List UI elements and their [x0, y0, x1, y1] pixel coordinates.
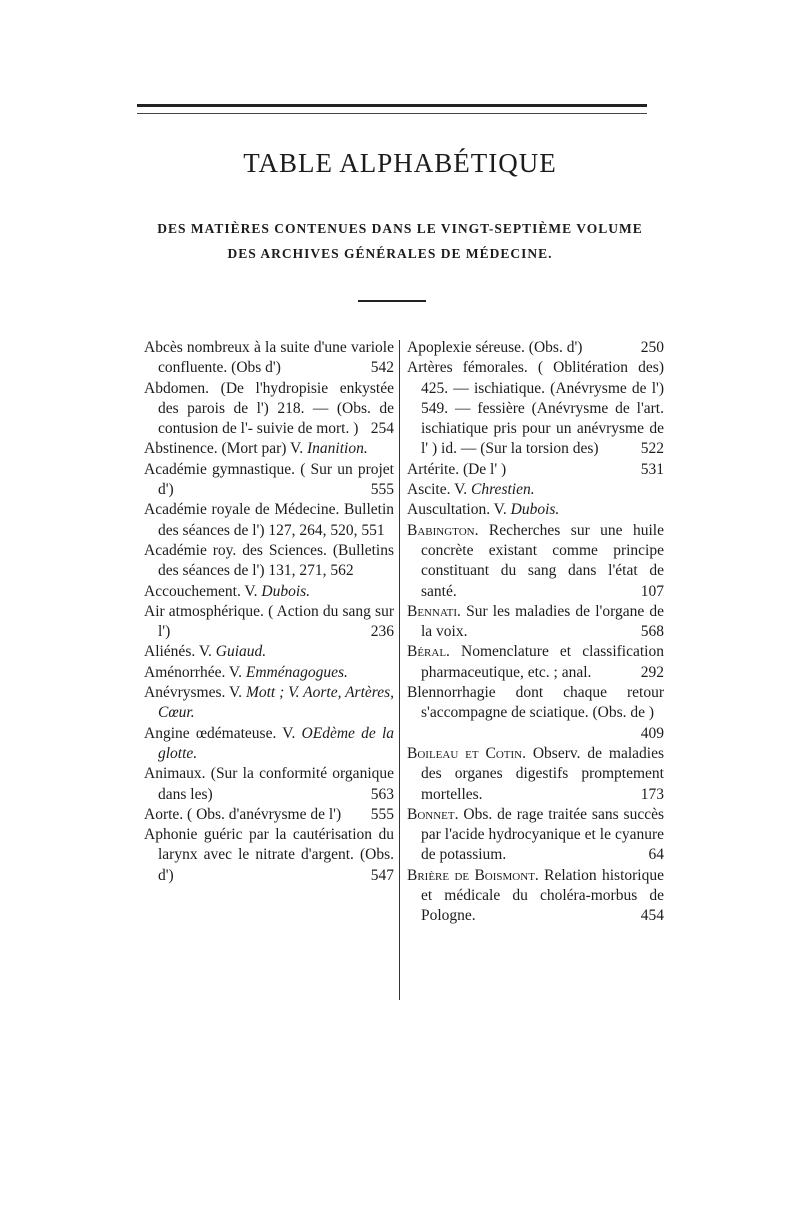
index-entry [407, 338, 664, 358]
entry-reference: Mott ; V. Aorte, Artères, Cœur. [158, 684, 394, 722]
entry-author: Babington. [407, 521, 479, 539]
index-entry [407, 500, 664, 520]
entry-page-number: 454 [640, 907, 664, 925]
entry-text: Académie roy. des Sciences. (Bulletins des séances de l') 131, 271, 562 [144, 541, 394, 580]
index-entry [407, 602, 664, 643]
index-entry [144, 582, 394, 602]
entry-author: Béral. [407, 643, 450, 661]
entry-reference: Chrestien. [471, 481, 535, 499]
entry-text: Air atmosphérique. ( Action du sang sur l') [144, 602, 394, 641]
entry-author: Brière de Boismont. [407, 866, 539, 884]
entry-author: Bennati. [407, 602, 461, 620]
column-divider [399, 340, 400, 1000]
entry-text: Aménorrhée. V. [144, 663, 246, 681]
entry-page-number: 292 [640, 663, 664, 681]
index-entry [144, 379, 394, 440]
entry-page-number: 409 [640, 724, 664, 742]
entry-text: Accouchement. V. [144, 582, 262, 600]
index-entry [144, 460, 394, 501]
entry-text: Angine œdémateuse. V. [144, 724, 302, 742]
entry-page-number: 250 [640, 339, 664, 356]
entry-text: Abdomen. (De l'hydropisie enkystée des parois de l') 218. — (Obs. de contusion de l'- suivie de mort. ) [144, 379, 394, 438]
index-entry [144, 500, 394, 541]
entry-reference: Emménagogues. [245, 663, 348, 681]
entry-page-number: 107 [640, 582, 664, 600]
header-rule [137, 104, 647, 114]
entry-text: Blennorrhagie dont chaque retour s'accompagne de sciatique. (Obs. de ) [407, 684, 664, 722]
index-entry [144, 825, 394, 886]
separator-dash [358, 300, 426, 302]
entry-text: Artérite. (De l' ) [407, 460, 507, 478]
entry-reference: Inanition. [307, 440, 368, 458]
index-column-left [144, 338, 394, 886]
index-entry [407, 805, 664, 866]
index-entry [144, 805, 394, 825]
index-column-right [407, 338, 664, 927]
entry-text: Académie royale de Médecine. Bulletin des séances de l') 127, 264, 520, 551 [144, 501, 394, 539]
entry-text: Anévrysmes. V. [144, 684, 246, 702]
entry-text: Abcès nombreux à la suite d'une variole confluente. (Obs d') [144, 339, 394, 377]
entry-reference: Dubois. [261, 582, 311, 600]
entry-page-number: 236 [370, 623, 394, 641]
entry-text: Relation historique et médicale du choléra-morbus de Pologne. [421, 866, 664, 925]
index-entry [407, 683, 664, 744]
entry-page-number: 555 [370, 481, 394, 499]
entry-text: Académie gymnastique. ( Sur un projet d') [144, 460, 394, 499]
entry-page-number: 254 [370, 420, 394, 438]
index-entry [407, 866, 664, 927]
entry-text: Artères fémorales. ( Oblitération des) 425. — ischiatique. (Anévrysme de l') 549. — fessière (Anévrysme de l'art. ischiatique pris pour un anévrysme de l' ) id. — (Sur la torsion des) [407, 359, 664, 458]
index-entry [144, 338, 394, 379]
index-entry [407, 744, 664, 805]
entry-reference: OEdème de la glotte. [158, 724, 394, 762]
index-entry [144, 724, 394, 765]
index-entry [144, 602, 394, 643]
entry-text: Ascite. V. [407, 481, 472, 499]
entry-page-number: 547 [370, 866, 394, 884]
entry-page-number: 555 [370, 805, 394, 823]
index-entry [407, 642, 664, 683]
subtitle-line-2: DES ARCHIVES GÉNÉRALES DE MÉDECINE. [227, 246, 553, 261]
entry-text: Aliénés. V. [144, 643, 216, 661]
index-entry [144, 541, 394, 582]
index-entry [407, 480, 664, 500]
subtitle-line-1: DES MATIÈRES CONTENUES DANS LE VINGT-SEPTIÈME VOLUME [157, 221, 643, 236]
entry-page-number: 563 [370, 785, 394, 803]
entry-text: Nomenclature et classification pharmaceutique, etc. ; anal. [421, 643, 664, 681]
entry-page-number: 568 [640, 623, 664, 641]
index-entry [144, 663, 394, 683]
entry-text: Auscultation. V. [407, 501, 511, 519]
entry-page-number: 173 [640, 785, 664, 803]
index-entry [144, 683, 394, 724]
index-entry [144, 764, 394, 805]
page-title: TABLE ALPHABÉTIQUE [243, 148, 557, 178]
entry-reference: Dubois. [510, 501, 560, 519]
entry-author: Bonnet. [407, 805, 459, 823]
entry-text: Apoplexie séreuse. (Obs. d') [407, 339, 583, 356]
entry-text: Abstinence. (Mort par) V. [144, 440, 308, 458]
entry-page-number: 531 [640, 460, 664, 478]
index-entry [407, 521, 664, 602]
entry-text: Obs. de rage traitée sans succès par l'acide hydrocyanique et le cyanure de potassium. [421, 805, 664, 864]
entry-page-number: 64 [648, 846, 664, 864]
index-entry [144, 439, 394, 459]
entry-page-number: 522 [640, 440, 664, 458]
entry-reference: Guiaud. [215, 643, 267, 661]
entry-text: Recherches sur une huile concrète existant comme principe constituant du sang dans l'état de santé. [421, 521, 664, 600]
entry-text: Sur les maladies de l'organe de la voix. [421, 602, 664, 641]
entry-text: Animaux. (Sur la conformité organique dans les) [144, 765, 394, 803]
entry-text: Aphonie guéric par la cautérisation du larynx avec le nitrate d'argent. (Obs. d') [144, 826, 394, 884]
index-entry [407, 358, 664, 459]
entry-text: Observ. de maladies des organes digestifs promptement mortelles. [421, 744, 664, 803]
entry-text: Aorte. ( Obs. d'anévrysme de l') [144, 805, 342, 823]
entry-author: Boileau et Cotin. [407, 744, 526, 762]
index-entry [144, 642, 394, 662]
index-entry [407, 460, 664, 480]
entry-page-number: 542 [370, 359, 394, 377]
